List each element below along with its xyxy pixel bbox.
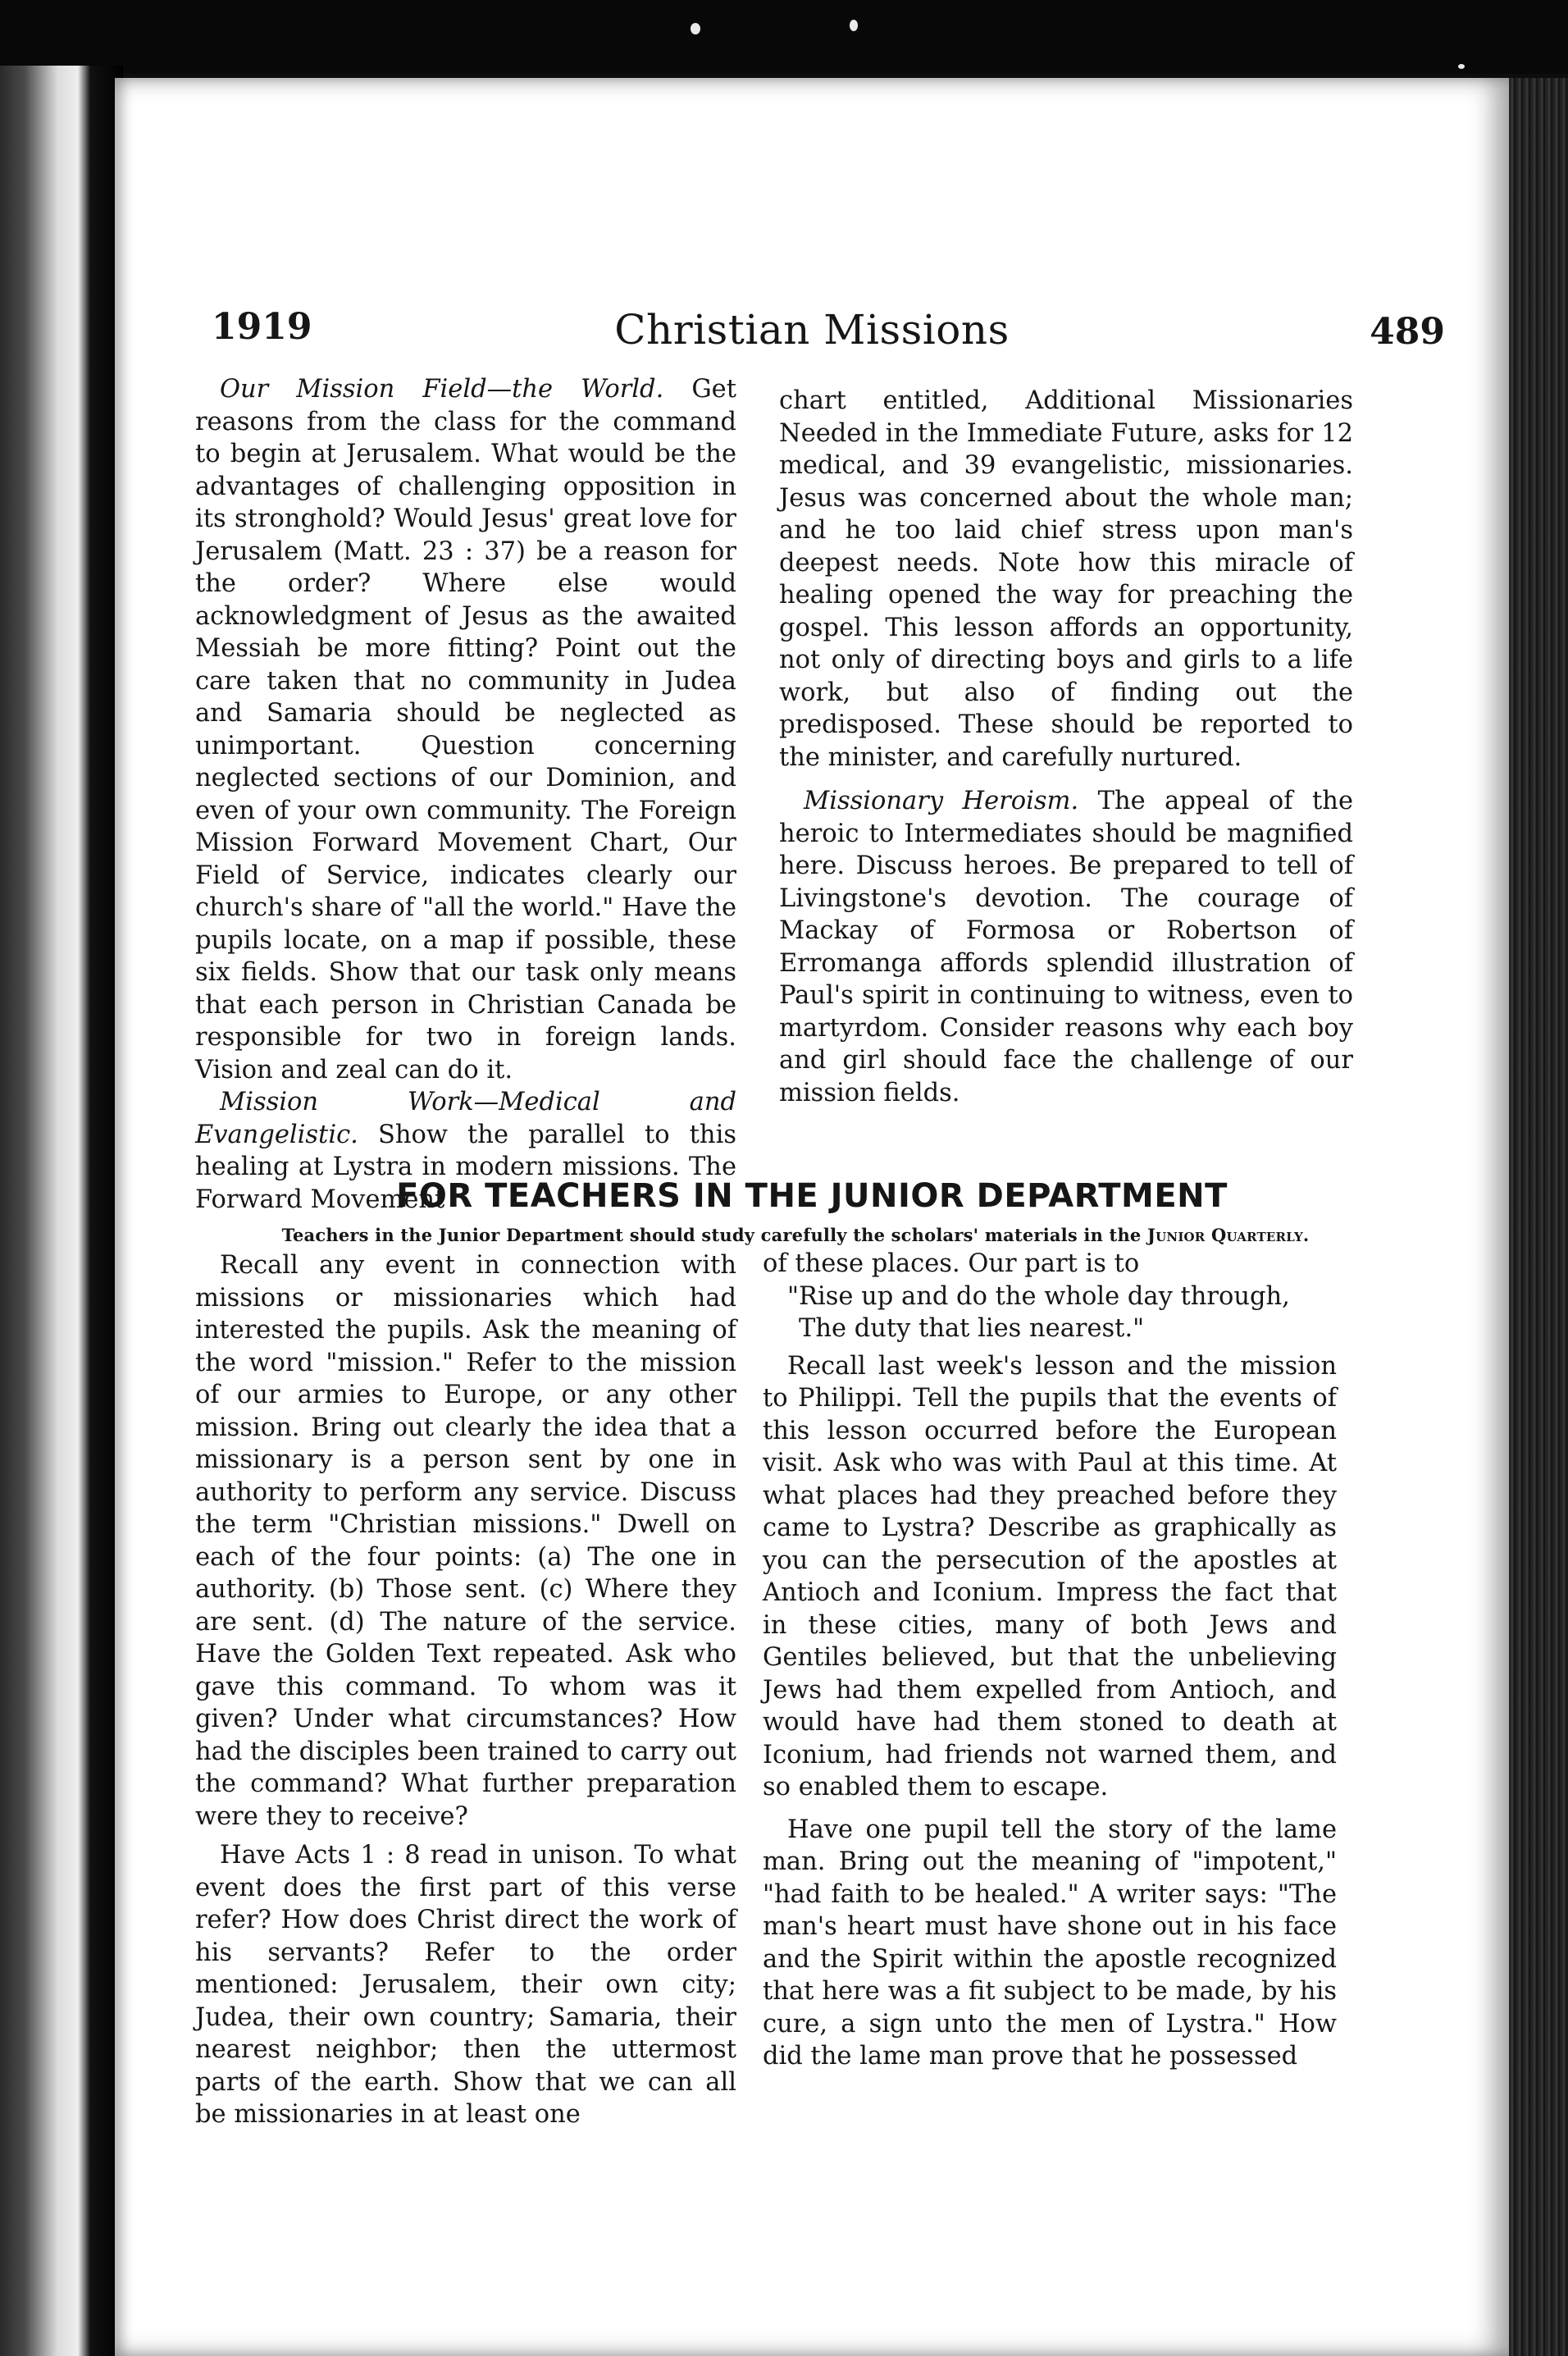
paragraph-heading: Mission Work—Medical and Evangelistic. (195, 1088, 736, 1149)
subtitle-text: Teachers in the Junior Department should study carefully the scholars' materials in the (281, 1225, 1147, 1245)
scan-border-top (0, 0, 1568, 74)
paragraph (195, 373, 736, 1086)
quote-line: "Rise up and do the whole day through, (787, 1281, 1290, 1311)
paragraph: Have Acts 1 : 8 read in unison. To what event does the first part of this verse refer? How does Christ direct the work of his servants? Refer to the order mentioned: Jerusalem, their own city; Judea, their own country; Samaria, their nearest neighbor; then the uttermost parts of the earth. Show that we can all be missionaries in at least one (195, 1841, 736, 2129)
quote-line: The duty that lies nearest." (799, 1314, 1145, 1343)
header-year: 1919 (212, 306, 312, 348)
book-spine-edge (1502, 78, 1568, 2356)
scan-speck (1458, 64, 1465, 69)
header-title: Christian Missions (614, 306, 1010, 354)
upper-right-column (779, 385, 1353, 1109)
paragraph-heading: Our Mission Field—the World. (220, 375, 664, 404)
running-header (115, 306, 1509, 363)
paragraph-text: The appeal of the heroic to Intermediates should be magnified here. Discuss heroes. Be prepared to tell of Livingstone's devotion. The courage of Mackay of Formosa or Robertson of Erromanga affords splendid illustration of Paul's spirit in continuing to witness, even to martyrdom. Consider reasons why each boy and girl should face the challenge of our mission fields. (779, 787, 1353, 1107)
book-page (115, 78, 1509, 2356)
paragraph (779, 785, 1353, 1109)
upper-left-column (195, 373, 736, 1216)
lower-right-column (763, 1248, 1337, 2073)
scan-speck (691, 23, 700, 34)
quarterly-reference: Junior Quarterly. (1147, 1225, 1310, 1245)
paragraph: Have one pupil tell the story of the lame man. Bring out the meaning of "impotent," "had faith to be healed." A writer says: "The man's heart must have shone out in his face and the Spirit within the apostle recognized that here was a fit subject to be made, by his cure, a sign unto the men of Lystra." How did the lame man prove that he possessed (763, 1815, 1337, 2071)
lower-left-column (195, 1249, 736, 2131)
paragraph-heading: Missionary Heroism. (804, 787, 1079, 815)
scan-speck (850, 20, 858, 31)
paragraph: of these places. Our part is to (763, 1249, 1140, 1278)
paragraph: Recall last week's lesson and the mission to Philippi. Tell the pupils that the events of this lesson occurred before the European visit. Ask who was with Paul at this time. At what places had they preached before they came to Lystra? Describe as graphically as you can the persecution of the apostles at Antioch and Iconium. Impress the fact that in these cities, many of both Jews and Gentiles believed, but that the unbelieving Jews had them expelled from Antioch, and would have had them stoned to death at Iconium, had friends not warned them, and so enabled them to escape. (763, 1351, 1337, 1801)
facing-page-edge (0, 66, 123, 2356)
paragraph: Recall any event in connection with missions or missionaries which had interested the pupils. Ask the meaning of the word "mission." Refer to the mission of our armies to Europe, or any other mission. Bring out clearly the idea that a missionary is a person sent by one in authority to perform any service. Discuss the term "Christian missions." Dwell on each of the four points: (a) The one in authority. (b) Those sent. (c) Where they are sent. (d) The nature of the service. Have the Golden Text repeated. Ask who gave this command. To whom was it given? Under what circumstances? How had the disciples been trained to carry out the command? What further preparation were they to receive? (195, 1251, 736, 1831)
paragraph-text: Get reasons from the class for the command to begin at Jerusalem. What would be the advantages of challenging opposition in its stronghold? Would Jesus' great love for Jerusalem (Matt. 23 : 37) be a reason for the order? Where else would acknowledgment of Jesus as the awaited Messiah be more fitting? Point out the care taken that no community in Judea and Samaria should be neglected as unimportant. Question concerning neglected sections of our Dominion, and even of your own community. The Foreign Mission Forward Movement Chart, Our Field of Service, indicates clearly our church's share of "all the world." Have the pupils locate, on a map if possible, these six fields. Show that our task only means that each person in Christian Canada be responsible for two in foreign lands. Vision and zeal can do it. (195, 375, 736, 1084)
paragraph-text: Show the parallel to this healing at Lystra in modern missions. The Forward Movement (195, 1120, 736, 1214)
section-title: FOR TEACHERS IN THE JUNIOR DEPARTMENT (396, 1177, 1228, 1215)
paragraph: chart entitled, Additional Missionaries Needed in the Immediate Future, asks for 12 medical, and 39 evangelistic, missionaries. Jesus was concerned about the whole man; and he too laid chief stress upon man's deepest needs. Note how this miracle of healing opened the way for preaching the gospel. This lesson affords an opportunity, not only of directing boys and girls to a life work, but also of finding out the predisposed. These should be reported to the minister, and carefully nurtured. (779, 386, 1353, 772)
section-subtitle (164, 1225, 1427, 1245)
page-number: 489 (1370, 311, 1445, 353)
